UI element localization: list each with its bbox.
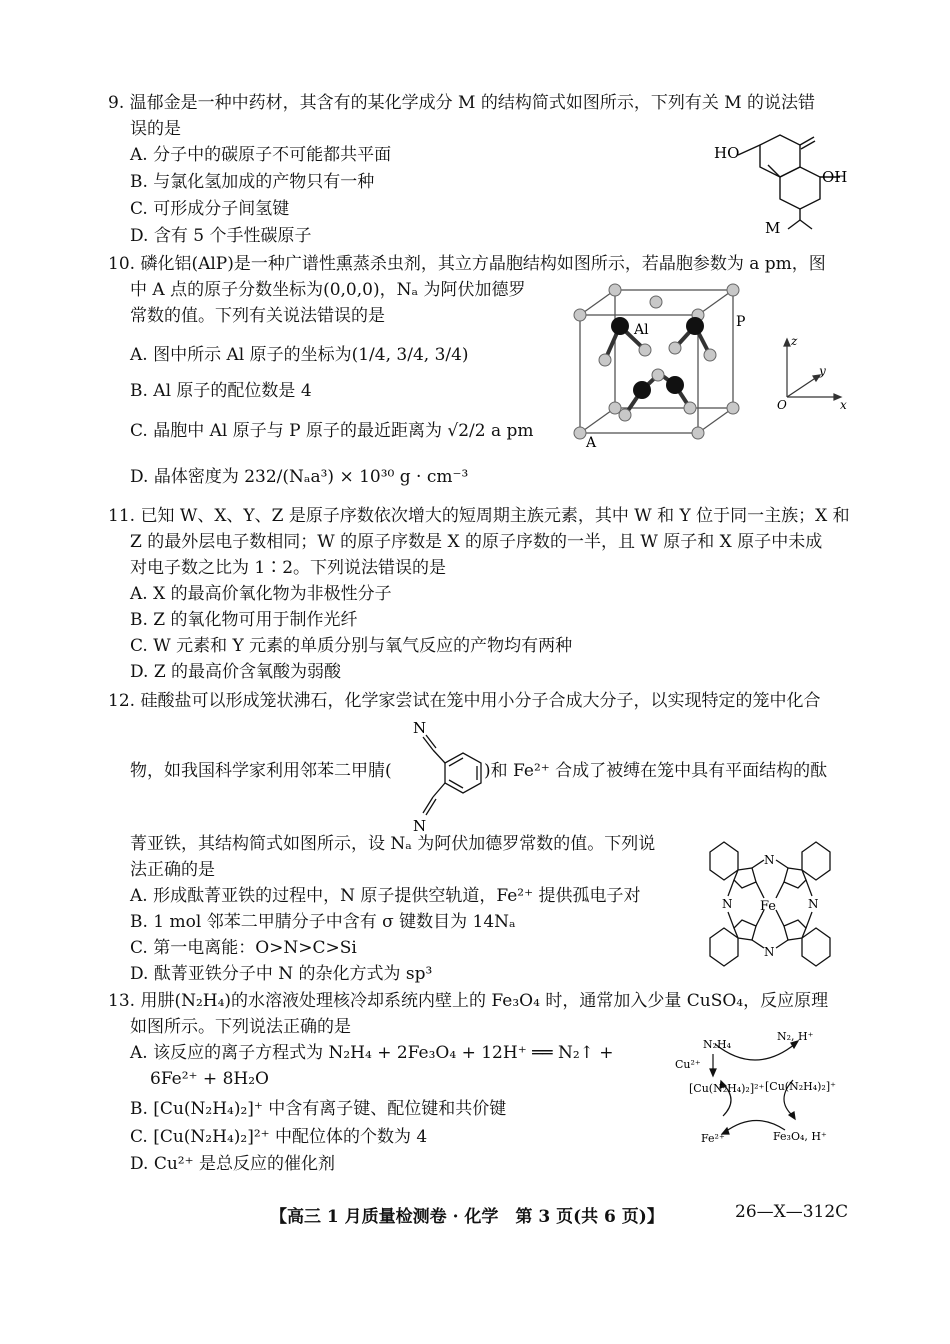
- q10-axis-x-label: x: [840, 398, 847, 412]
- q13-option-c: C. [Cu(N₂H₄)₂]²⁺ 中配位体的个数为 4: [130, 1127, 428, 1147]
- page-footer-code: 26—X—312C: [735, 1202, 849, 1222]
- q13-fig-cu2: Cu²⁺: [675, 1058, 701, 1071]
- q9-option-c: C. 可形成分子间氢键: [130, 199, 290, 219]
- q13-fig-fe2: Fe²⁺: [701, 1132, 725, 1145]
- q12-stem-line2a: 物，如我国科学家利用邻苯二甲腈(: [130, 761, 392, 781]
- q9-fig-ho-label: HO: [714, 144, 740, 162]
- q12-fig-n-top-label: N: [413, 719, 427, 737]
- q13-option-a-line1: A. 该反应的离子方程式为 N₂H₄ + 2Fe₃O₄ + 12H⁺ ══ N₂↑ +: [130, 1043, 614, 1063]
- q12-fig-n-bridge-top: N: [764, 853, 775, 867]
- q11-option-b: B. Z 的氧化物可用于制作光纤: [130, 610, 358, 630]
- q10-fig-al-label: Al: [634, 322, 649, 338]
- q11-option-d: D. Z 的最高价含氧酸为弱酸: [130, 662, 342, 682]
- q12-fig-fe-label: Fe: [760, 899, 777, 914]
- q13-mechanism-figure: [665, 1020, 855, 1150]
- q9-fig-m-label: M: [765, 219, 781, 237]
- q13-option-a-line2: 6Fe²⁺ + 8H₂O: [150, 1069, 269, 1089]
- q12-stem-line4: 法正确的是: [130, 860, 215, 880]
- q11-stem-line1: 11. 已知 W、X、Y、Z 是原子序数依次增大的短周期主族元素，其中 W 和 Y 位于同一主族；X 和: [108, 506, 850, 526]
- q12-option-d: D. 酞菁亚铁分子中 N 的杂化方式为 sp³: [130, 964, 433, 984]
- q12-stem-line2b: )和 Fe²⁺ 合成了被缚在笼中具有平面结构的酞: [484, 761, 828, 781]
- q10-axes-figure: [775, 335, 855, 415]
- q10-option-a: A. 图中所示 Al 原子的坐标为(1/4, 3/4, 3/4): [130, 345, 469, 365]
- q10-fig-p-label: P: [736, 314, 746, 330]
- q11-option-c: C. W 元素和 Y 元素的单质分别与氧气反应的产物均有两种: [130, 636, 573, 656]
- q12-stem-line1: 12. 硅酸盐可以形成笼状沸石，化学家尝试在笼中用小分子合成大分子，以实现特定的笼中化合: [108, 691, 821, 711]
- q9-fig-oh-label: OH: [822, 168, 848, 186]
- q13-fig-n2h4: N₂H₄: [703, 1038, 732, 1051]
- q10-axis-z-label: z: [791, 335, 798, 348]
- q9-stem-line2: 误的是: [130, 119, 181, 139]
- page-footer-title: 【高三 1 月质量检测卷 · 化学 第 3 页(共 6 页)】: [270, 1207, 664, 1227]
- q10-stem-line2: 中 A 点的原子分数坐标为(0,0,0)，Nₐ 为阿伏加德罗: [130, 280, 526, 300]
- q10-stem-line3: 常数的值。下列有关说法错误的是: [130, 306, 385, 326]
- q11-stem-line3: 对电子数之比为 1∶2。下列说法错误的是: [130, 558, 447, 578]
- q9-stem-line1: 9. 温郁金是一种中药材，其含有的某化学成分 M 的结构简式如图所示，下列有关 M 的说法错: [108, 93, 816, 113]
- q10-option-d: D. 晶体密度为 232/(Nₐa³) × 10³⁰ g · cm⁻³: [130, 467, 469, 487]
- q12-fig-n-bridge-left: N: [722, 897, 733, 911]
- q10-axis-origin-label: O: [777, 398, 787, 412]
- q13-fig-n2-h: N₂, H⁺: [777, 1030, 814, 1043]
- q9-molecule-figure: [710, 125, 860, 240]
- q13-fig-complex-2plus: [Cu(N₂H₄)₂]²⁺: [689, 1082, 765, 1095]
- q12-stem-line3: 菁亚铁，其结构简式如图所示，设 Nₐ 为阿伏加德罗常数的值。下列说: [130, 834, 656, 854]
- q13-stem-line1: 13. 用肼(N₂H₄)的水溶液处理核冷却系统内壁上的 Fe₃O₄ 时，通常加入少量 CuSO₄，反应原理: [108, 991, 829, 1011]
- q12-fig-n-bridge-right: N: [808, 897, 819, 911]
- q9-option-d: D. 含有 5 个手性碳原子: [130, 226, 312, 246]
- q13-option-d: D. Cu²⁺ 是总反应的催化剂: [130, 1154, 335, 1174]
- q12-fig-n-bridge-bottom: N: [764, 945, 775, 959]
- q10-fig-a-label: A: [586, 435, 597, 450]
- q10-option-c: C. 晶胞中 Al 原子与 P 原子的最近距离为 √2/2 a pm: [130, 421, 534, 441]
- q13-fig-fe3o4-h: Fe₃O₄, H⁺: [773, 1130, 827, 1143]
- q9-option-b: B. 与氯化氢加成的产物只有一种: [130, 172, 375, 192]
- q9-option-a: A. 分子中的碳原子不可能都共平面: [130, 145, 392, 165]
- q10-crystal-cell-figure: [570, 280, 755, 450]
- q13-fig-complex-1plus: [Cu(N₂H₄)₂]⁺: [765, 1080, 836, 1093]
- q13-option-b: B. [Cu(N₂H₄)₂]⁺ 中含有离子键、配位键和共价键: [130, 1099, 507, 1119]
- q11-option-a: A. X 的最高价氧化物为非极性分子: [130, 584, 392, 604]
- q10-option-b: B. Al 原子的配位数是 4: [130, 381, 312, 401]
- q10-axis-y-label: y: [819, 364, 826, 378]
- q12-option-c: C. 第一电离能：O>N>C>Si: [130, 938, 357, 958]
- q12-fig-n-bottom-label: N: [413, 817, 427, 835]
- q12-option-a: A. 形成酞菁亚铁的过程中，N 原子提供空轨道，Fe²⁺ 提供孤电子对: [130, 886, 641, 906]
- q12-option-b: B. 1 mol 邻苯二甲腈分子中含有 σ 键数目为 14Nₐ: [130, 912, 516, 932]
- q12-phthalocyanine-figure: [690, 830, 850, 980]
- q11-stem-line2: Z 的最外层电子数相同；W 的原子序数是 X 的原子序数的一半，且 W 原子和 X 原子中未成: [130, 532, 823, 552]
- q13-stem-line2: 如图所示。下列说法正确的是: [130, 1017, 351, 1037]
- q10-stem-line1: 10. 磷化铝(AlP)是一种广谱性熏蒸杀虫剂，其立方晶胞结构如图所示，若晶胞参数为 a pm，图: [108, 254, 826, 274]
